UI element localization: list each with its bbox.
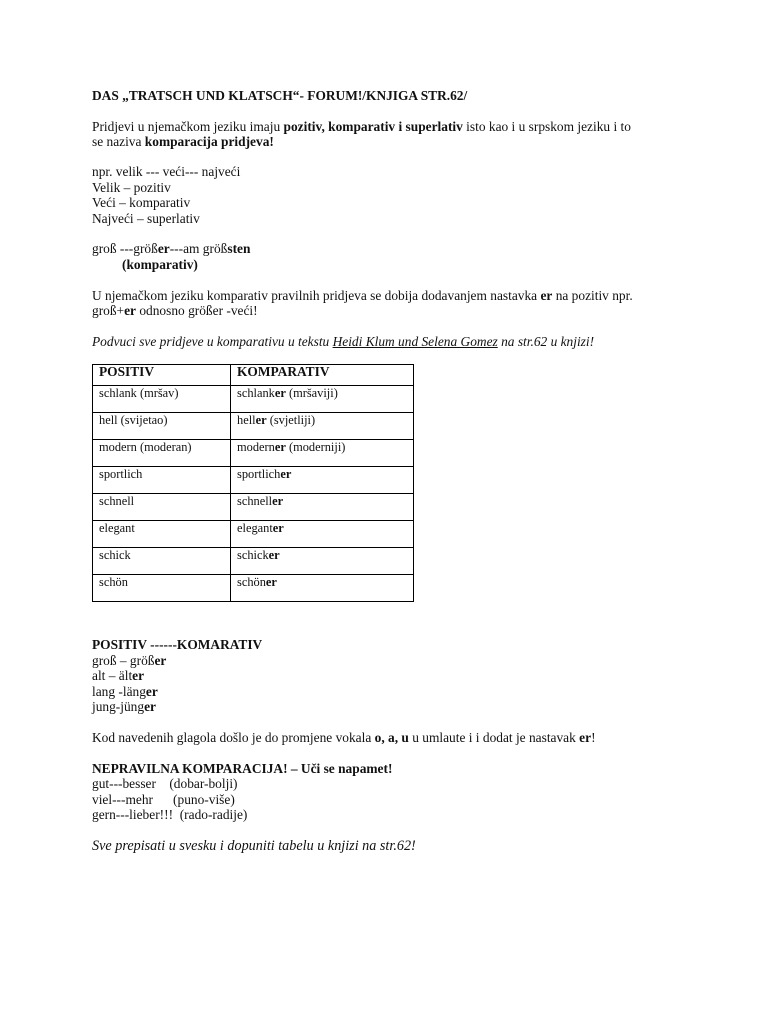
- gross-ending: sten: [227, 241, 251, 256]
- comparative-ending: er: [272, 521, 284, 535]
- comparative-stem: schön: [237, 575, 266, 589]
- rule-line-2: [92, 303, 258, 319]
- umlaut-item: [92, 653, 166, 669]
- table-row: [93, 575, 414, 602]
- rule-text: U njemačkom jeziku komparativ pravilnih pridjeva se dobija dodavanjem nastavka: [92, 288, 541, 303]
- table-row: [93, 521, 414, 548]
- cell-komparativ: [231, 548, 414, 575]
- cell-komparativ: [231, 386, 414, 413]
- cell-komparativ: [231, 575, 414, 602]
- rule-text: na pozitiv npr.: [552, 288, 633, 303]
- umlaut-item: [92, 668, 144, 684]
- comparative-translation: (mršaviji): [285, 386, 338, 400]
- example-line: npr. velik --- veći--- najveći: [92, 164, 241, 179]
- irregular-line: viel---mehr (puno-više): [92, 792, 235, 807]
- cell-komparativ: [231, 467, 414, 494]
- irregular-line: gern---lieber!!! (rado-radije): [92, 807, 248, 822]
- comparative-stem: schick: [237, 548, 269, 562]
- intro-line-1: [92, 119, 631, 135]
- intro-text: Pridjevi u njemačkom jeziku imaju: [92, 119, 284, 134]
- column-header-komparativ: KOMPARATIV: [231, 365, 414, 386]
- umlaut-note-ending: er: [579, 730, 592, 745]
- rule-ending: er: [540, 288, 553, 303]
- comparative-ending: er: [274, 440, 286, 454]
- cell-positiv: modern (moderan): [93, 440, 231, 467]
- document-title: DAS „TRATSCH UND KLATSCH“- FORUM!/KNJIGA STR.62/: [92, 88, 468, 103]
- intro-bold-terms: pozitiv, komparativ i superlativ: [283, 119, 463, 134]
- column-header-positiv: POSITIV: [93, 365, 231, 386]
- rule-text: odnosno größer -veći!: [136, 303, 258, 318]
- comparative-ending: er: [268, 548, 280, 562]
- umlaut-ending: er: [154, 653, 167, 668]
- umlaut-note-text: Kod navedenih glagola došlo je do promjene vokala: [92, 730, 375, 745]
- cell-komparativ: [231, 494, 414, 521]
- task-text: Podvuci sve pridjeve u komparativu u tekstu: [92, 334, 333, 349]
- table-row: [93, 413, 414, 440]
- cell-positiv: schick: [93, 548, 231, 575]
- umlaut-item: [92, 684, 158, 700]
- umlaut-ending: er: [132, 668, 145, 683]
- comparative-ending: er: [265, 575, 277, 589]
- cell-positiv: schön: [93, 575, 231, 602]
- comparative-ending: er: [255, 413, 267, 427]
- comparative-stem: hell: [237, 413, 256, 427]
- closing-instruction: Sve prepisati u svesku i dopuniti tabelu u knjizi na str.62!: [92, 838, 416, 854]
- table-header-row: [93, 365, 414, 386]
- gross-note: (komparativ): [122, 257, 198, 272]
- irregular-line: gut---besser (dobar-bolji): [92, 776, 238, 791]
- umlaut-heading: POSITIV ------KOMARATIV: [92, 637, 263, 652]
- rule-line-1: [92, 288, 633, 304]
- comparative-ending: er: [272, 494, 284, 508]
- gross-part: groß ---größ: [92, 241, 158, 256]
- comparative-stem: schnell: [237, 494, 273, 508]
- cell-positiv: schlank (mršav): [93, 386, 231, 413]
- umlaut-stem: groß – größ: [92, 653, 155, 668]
- umlaut-ending: er: [144, 699, 156, 714]
- cell-komparativ: [231, 413, 414, 440]
- gross-ending: er: [157, 241, 170, 256]
- cell-positiv: schnell: [93, 494, 231, 521]
- cell-positiv: sportlich: [93, 467, 231, 494]
- table-row: [93, 467, 414, 494]
- intro-line-2: [92, 134, 274, 150]
- example-line: Veći – komparativ: [92, 195, 191, 210]
- task-text: na str.62 u knjizi!: [497, 334, 595, 349]
- example-line: Velik – pozitiv: [92, 180, 171, 195]
- table-row: [93, 548, 414, 575]
- cell-komparativ: [231, 440, 414, 467]
- comparative-stem: sportlich: [237, 467, 281, 481]
- gross-example: [92, 241, 250, 257]
- umlaut-item: [92, 699, 156, 715]
- intro-bold-term: komparacija pridjeva!: [144, 134, 274, 149]
- rule-ending: er: [124, 303, 136, 318]
- umlaut-ending: er: [145, 684, 158, 699]
- umlaut-note: [92, 730, 596, 746]
- comparative-stem: elegant: [237, 521, 273, 535]
- intro-text: isto kao i u srpskom jeziku i to: [462, 119, 631, 134]
- comparative-translation: (moderniji): [285, 440, 346, 454]
- umlaut-note-text: !: [591, 730, 596, 745]
- comparative-stem: schlank: [237, 386, 275, 400]
- task-instruction: [92, 334, 594, 350]
- comparison-table: [92, 364, 414, 602]
- table-row: [93, 494, 414, 521]
- umlaut-stem: jung-jüng: [92, 699, 145, 714]
- example-line: Najveći – superlativ: [92, 211, 200, 226]
- comparative-ending: er: [280, 467, 292, 481]
- umlaut-note-text: u umlaute i i dodat je nastavak: [408, 730, 580, 745]
- table-row: [93, 386, 414, 413]
- irregular-heading: NEPRAVILNA KOMPARACIJA! – Uči se napamet!: [92, 761, 393, 776]
- umlaut-stem: lang -läng: [92, 684, 146, 699]
- gross-part: ---am größ: [169, 241, 228, 256]
- task-text-reference: Heidi Klum und Selena Gomez: [332, 334, 498, 349]
- cell-positiv: hell (svijetao): [93, 413, 231, 440]
- comparative-translation: (svjetliji): [266, 413, 316, 427]
- umlaut-note-vowels: o, a, u: [374, 730, 409, 745]
- cell-positiv: elegant: [93, 521, 231, 548]
- intro-text: se naziva: [92, 134, 145, 149]
- rule-text: groß+: [92, 303, 125, 318]
- umlaut-stem: alt – ält: [92, 668, 133, 683]
- comparative-ending: er: [274, 386, 286, 400]
- cell-komparativ: [231, 521, 414, 548]
- table-row: [93, 440, 414, 467]
- comparative-stem: modern: [237, 440, 275, 454]
